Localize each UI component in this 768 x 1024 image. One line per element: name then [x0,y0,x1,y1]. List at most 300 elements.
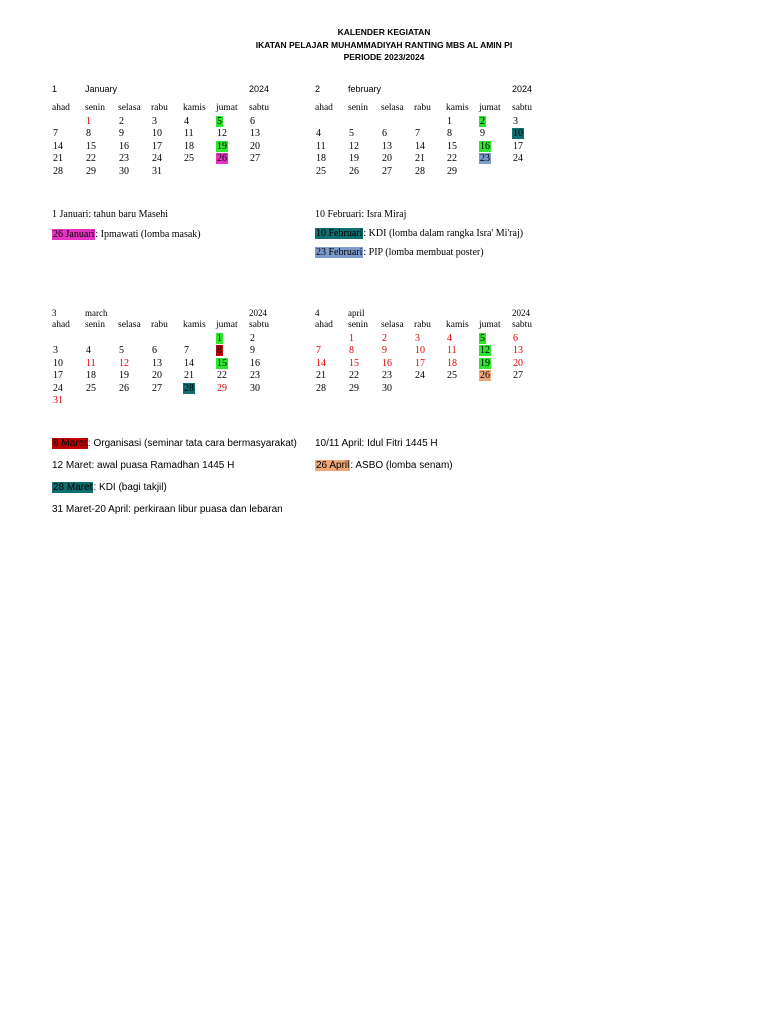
date-cell [216,358,247,369]
date-number: 28 [184,382,194,394]
weekday-header-sabtu: sabtu [249,103,270,113]
date-number: 10 [415,345,425,356]
date-cell [216,333,247,344]
event-description: : ASBO (lomba senam) [350,460,453,471]
date-cell [183,141,214,152]
date-number: 21 [415,153,425,164]
date-number: 4 [184,115,189,127]
date-cell [52,128,83,139]
date-number: 12 [480,345,490,356]
month-number: 1 [52,84,58,94]
event-note [315,209,406,220]
date-number: 10 [53,357,63,369]
date-number: 23 [119,153,129,164]
date-cell [118,358,149,369]
date-cell [315,370,346,381]
date-cell [216,153,247,164]
weekday-header-senin: senin [348,320,369,330]
date-number: 21 [53,153,63,164]
weekday-header-selasa: selasa [118,320,141,330]
date-cell [85,141,116,152]
date-cell [479,333,510,344]
date-number: 6 [250,115,255,127]
date-cell [118,128,149,139]
date-cell [52,153,83,164]
month-name: april [348,308,365,318]
date-cell [348,153,379,164]
date-cell [446,166,477,177]
date-cell [183,383,214,394]
date-cell [118,141,149,152]
date-cell [85,128,116,139]
weekday-header-rabu: rabu [414,320,431,330]
date-cell [315,153,346,164]
date-cell [118,116,149,127]
date-number: 20 [513,357,523,369]
date-cell [85,153,116,164]
weekday-header-jumat: jumat [479,103,501,113]
date-cell [249,370,280,381]
event-description: : KDI (bagi takjil) [93,482,167,493]
weekday-header-rabu: rabu [151,103,168,113]
date-cell [315,166,346,177]
event-description: 1 Januari: tahun baru Masehi [52,209,169,220]
calendar-header [0,26,768,64]
date-number: 9 [480,128,485,139]
date-number: 19 [217,140,227,152]
date-number: 17 [513,140,523,152]
date-cell [151,153,182,164]
date-cell [315,345,346,356]
date-cell [512,128,543,139]
event-description: : KDI (lomba dalam rangka Isra' Mi'raj) [363,228,524,239]
date-cell [151,345,182,356]
date-cell [348,345,379,356]
date-cell [512,345,543,356]
date-number: 22 [447,153,457,164]
date-cell [52,166,83,177]
event-description: 10/11 April: Idul Fitri 1445 H [315,438,438,449]
event-note [52,229,201,240]
weekday-header-sabtu: sabtu [249,320,270,330]
date-cell [216,116,247,127]
event-date-highlight: 26 Januari [53,229,95,240]
date-number: 5 [349,128,354,139]
date-number: 8 [86,128,91,139]
date-cell [414,345,445,356]
date-cell [348,383,379,394]
date-cell [315,358,346,369]
month-number: 3 [52,308,57,318]
date-cell [249,141,280,152]
date-number: 23 [250,370,260,381]
date-cell [381,141,412,152]
weekday-header-kamis: kamis [446,320,469,330]
date-number: 20 [382,153,392,164]
weekday-header-rabu: rabu [151,320,168,330]
date-number: 14 [184,357,194,369]
date-cell [348,370,379,381]
date-number: 11 [184,128,194,139]
date-cell [118,153,149,164]
date-cell [381,370,412,381]
date-number: 31 [152,165,162,177]
date-number: 4 [86,345,91,356]
date-number: 17 [415,357,425,369]
weekday-header-kamis: kamis [183,103,206,113]
date-number: 25 [184,153,194,164]
date-number: 13 [250,128,260,139]
event-note [52,482,167,493]
date-cell [249,153,280,164]
date-number: 13 [382,140,392,152]
date-cell [348,128,379,139]
date-number: 10 [513,128,523,139]
date-cell [249,383,280,394]
date-cell [249,333,280,344]
date-number: 30 [250,382,260,394]
event-note [315,460,453,471]
weekday-header-senin: senin [348,103,369,113]
date-cell [249,345,280,356]
date-cell [216,370,247,381]
event-note [52,504,283,515]
weekday-header-ahad: ahad [315,103,333,113]
date-cell [52,345,83,356]
date-number: 25 [316,165,326,177]
month-year: 2024 [512,308,530,318]
date-cell [414,153,445,164]
date-number: 28 [415,165,425,177]
date-cell [381,166,412,177]
weekday-header-jumat: jumat [479,320,501,330]
date-number: 9 [382,345,387,356]
date-cell [85,345,116,356]
date-cell [381,383,412,394]
date-number: 15 [349,357,359,369]
date-number: 18 [447,357,457,369]
date-cell [52,141,83,152]
date-number: 7 [184,345,189,356]
weekday-header-kamis: kamis [446,103,469,113]
date-cell [85,166,116,177]
date-cell [512,116,543,127]
date-number: 9 [119,128,124,139]
date-number: 26 [119,382,129,394]
month-year: 2024 [249,84,270,94]
date-number: 3 [415,332,420,344]
date-cell [216,383,247,394]
date-number: 26 [349,165,359,177]
month-number: 4 [315,308,320,318]
date-number: 19 [349,153,359,164]
event-description: : PIP (lomba membuat poster) [363,247,484,258]
date-number: 18 [316,153,326,164]
date-number: 27 [513,370,523,381]
date-cell [446,370,477,381]
date-cell [183,116,214,127]
month-name: february [348,84,382,94]
date-number: 14 [415,140,425,152]
date-number: 31 [53,395,63,406]
date-number: 14 [53,140,63,152]
date-cell [118,370,149,381]
date-cell [512,370,543,381]
date-cell [479,370,510,381]
date-cell [446,153,477,164]
date-number: 27 [250,153,260,164]
date-number: 8 [217,345,222,356]
date-cell [446,345,477,356]
date-cell [249,128,280,139]
event-date-highlight: 28 Maret [53,482,93,493]
event-description: 31 Maret-20 April: perkiraan libur puasa dan lebaran [52,504,283,515]
date-number: 5 [119,345,124,356]
date-cell [249,116,280,127]
date-cell [381,358,412,369]
date-cell [52,358,83,369]
date-number: 22 [217,370,227,381]
event-description: 12 Maret: awal puasa Ramadhan 1445 H [52,460,235,471]
date-cell [151,166,182,177]
date-number: 2 [119,115,124,127]
date-number: 30 [119,165,129,177]
header-period: PERIODE 2023/2024 [343,52,425,62]
month-name: January [85,84,118,94]
date-cell [183,153,214,164]
date-number: 29 [349,382,359,394]
date-number: 29 [86,165,96,177]
date-number: 1 [447,115,452,127]
date-cell [183,358,214,369]
weekday-header-sabtu: sabtu [512,103,533,113]
date-number: 4 [316,128,321,139]
date-number: 22 [349,370,359,381]
date-number: 28 [316,382,326,394]
weekday-header-selasa: selasa [118,103,141,113]
date-cell [512,333,543,344]
date-cell [512,358,543,369]
weekday-header-senin: senin [85,103,106,113]
date-cell [479,153,510,164]
event-date-highlight: 10 Februari [316,228,363,239]
date-number: 16 [250,357,260,369]
date-number: 17 [152,140,162,152]
month-name: march [85,308,108,318]
date-cell [249,358,280,369]
date-number: 8 [349,345,354,356]
date-number: 14 [316,357,326,369]
date-number: 17 [53,370,63,381]
date-cell [216,345,247,356]
weekday-header-selasa: selasa [381,103,404,113]
date-number: 8 [447,128,452,139]
date-cell [151,383,182,394]
month-year: 2024 [249,308,267,318]
date-cell [315,128,346,139]
date-number: 29 [447,165,457,177]
date-number: 18 [86,370,96,381]
date-number: 1 [86,115,91,127]
header-organization: IKATAN PELAJAR MUHAMMADIYAH RANTING MBS AL AMIN PI [255,39,513,50]
date-number: 15 [86,140,96,152]
date-number: 12 [217,128,227,139]
date-number: 18 [184,140,194,152]
date-number: 4 [447,332,452,344]
date-number: 16 [119,140,129,152]
date-number: 16 [382,357,392,369]
date-number: 24 [513,153,523,164]
date-number: 27 [382,165,392,177]
event-description: : Organisasi (seminar tata cara bermasyarakat) [87,438,297,449]
date-number: 26 [217,153,227,164]
date-cell [414,333,445,344]
date-number: 20 [250,140,260,152]
date-cell [216,128,247,139]
date-cell [348,358,379,369]
date-number: 7 [415,128,420,139]
weekday-header-jumat: jumat [216,103,238,113]
date-number: 11 [447,345,457,356]
date-cell [183,370,214,381]
weekday-header-rabu: rabu [414,103,431,113]
date-cell [414,166,445,177]
date-number: 2 [250,332,255,344]
date-number: 29 [217,382,227,394]
weekday-header-kamis: kamis [183,320,206,330]
date-cell [414,128,445,139]
date-cell [446,358,477,369]
date-cell [216,141,247,152]
date-number: 2 [382,332,387,344]
date-number: 24 [415,370,425,381]
date-number: 11 [316,140,326,152]
event-note [315,438,438,449]
date-number: 13 [152,357,162,369]
event-date-highlight: 23 Februari [316,247,363,258]
date-cell [315,141,346,152]
date-number: 7 [316,345,321,356]
date-number: 22 [86,153,96,164]
date-cell [52,395,83,406]
date-number: 10 [152,128,162,139]
date-cell [479,128,510,139]
date-cell [446,128,477,139]
date-number: 24 [53,382,63,394]
month-number: 2 [315,84,321,94]
date-number: 15 [217,357,227,369]
event-note [315,228,523,239]
date-cell [512,141,543,152]
date-cell [151,358,182,369]
date-cell [118,166,149,177]
date-cell [52,383,83,394]
event-description: : Ipmawati (lomba masak) [95,229,201,240]
date-cell [85,370,116,381]
date-cell [52,370,83,381]
date-number: 6 [382,128,387,139]
date-cell [446,116,477,127]
date-number: 15 [447,140,457,152]
date-cell [118,383,149,394]
date-number: 12 [349,140,359,152]
date-number: 3 [53,345,58,356]
date-number: 3 [513,115,518,127]
date-number: 5 [217,115,222,127]
date-number: 6 [152,345,157,356]
date-number: 12 [119,357,129,369]
date-number: 24 [152,153,162,164]
event-date-highlight: 8 Maret [53,438,87,449]
date-number: 9 [250,345,255,356]
date-cell [446,333,477,344]
date-cell [151,128,182,139]
date-cell [85,383,116,394]
event-description: 10 Februari: Isra Miraj [315,209,407,220]
date-cell [85,116,116,127]
date-number: 30 [382,382,392,394]
weekday-header-ahad: ahad [315,320,333,330]
date-number: 25 [86,382,96,394]
header-title: KALENDER KEGIATAN [337,27,431,37]
date-number: 19 [480,357,490,369]
date-number: 2 [480,115,485,127]
date-number: 7 [53,128,58,139]
date-number: 1 [349,332,354,344]
date-number: 5 [480,332,485,344]
event-note [52,460,234,471]
date-number: 21 [184,370,194,381]
date-cell [118,345,149,356]
date-cell [479,141,510,152]
date-number: 28 [53,165,63,177]
date-cell [381,153,412,164]
weekday-header-selasa: selasa [381,320,404,330]
month-year: 2024 [512,84,533,94]
date-number: 20 [152,370,162,381]
date-cell [446,141,477,152]
date-cell [151,116,182,127]
weekday-header-senin: senin [85,320,106,330]
date-number: 3 [152,115,157,127]
date-cell [414,141,445,152]
date-number: 23 [480,153,490,164]
date-cell [85,358,116,369]
event-date-highlight: 26 April [316,460,350,471]
date-cell [381,333,412,344]
weekday-header-ahad: ahad [52,320,70,330]
event-note [52,438,297,449]
date-cell [381,345,412,356]
date-number: 27 [152,382,162,394]
date-cell [151,370,182,381]
date-number: 16 [480,140,490,152]
weekday-header-ahad: ahad [52,103,70,113]
event-note [315,247,484,258]
date-cell [479,116,510,127]
date-cell [151,141,182,152]
date-cell [479,345,510,356]
weekday-header-jumat: jumat [216,320,238,330]
date-cell [348,166,379,177]
date-number: 21 [316,370,326,381]
date-number: 26 [480,370,490,381]
date-cell [512,153,543,164]
date-cell [414,370,445,381]
date-cell [381,128,412,139]
date-number: 25 [447,370,457,381]
date-cell [183,128,214,139]
